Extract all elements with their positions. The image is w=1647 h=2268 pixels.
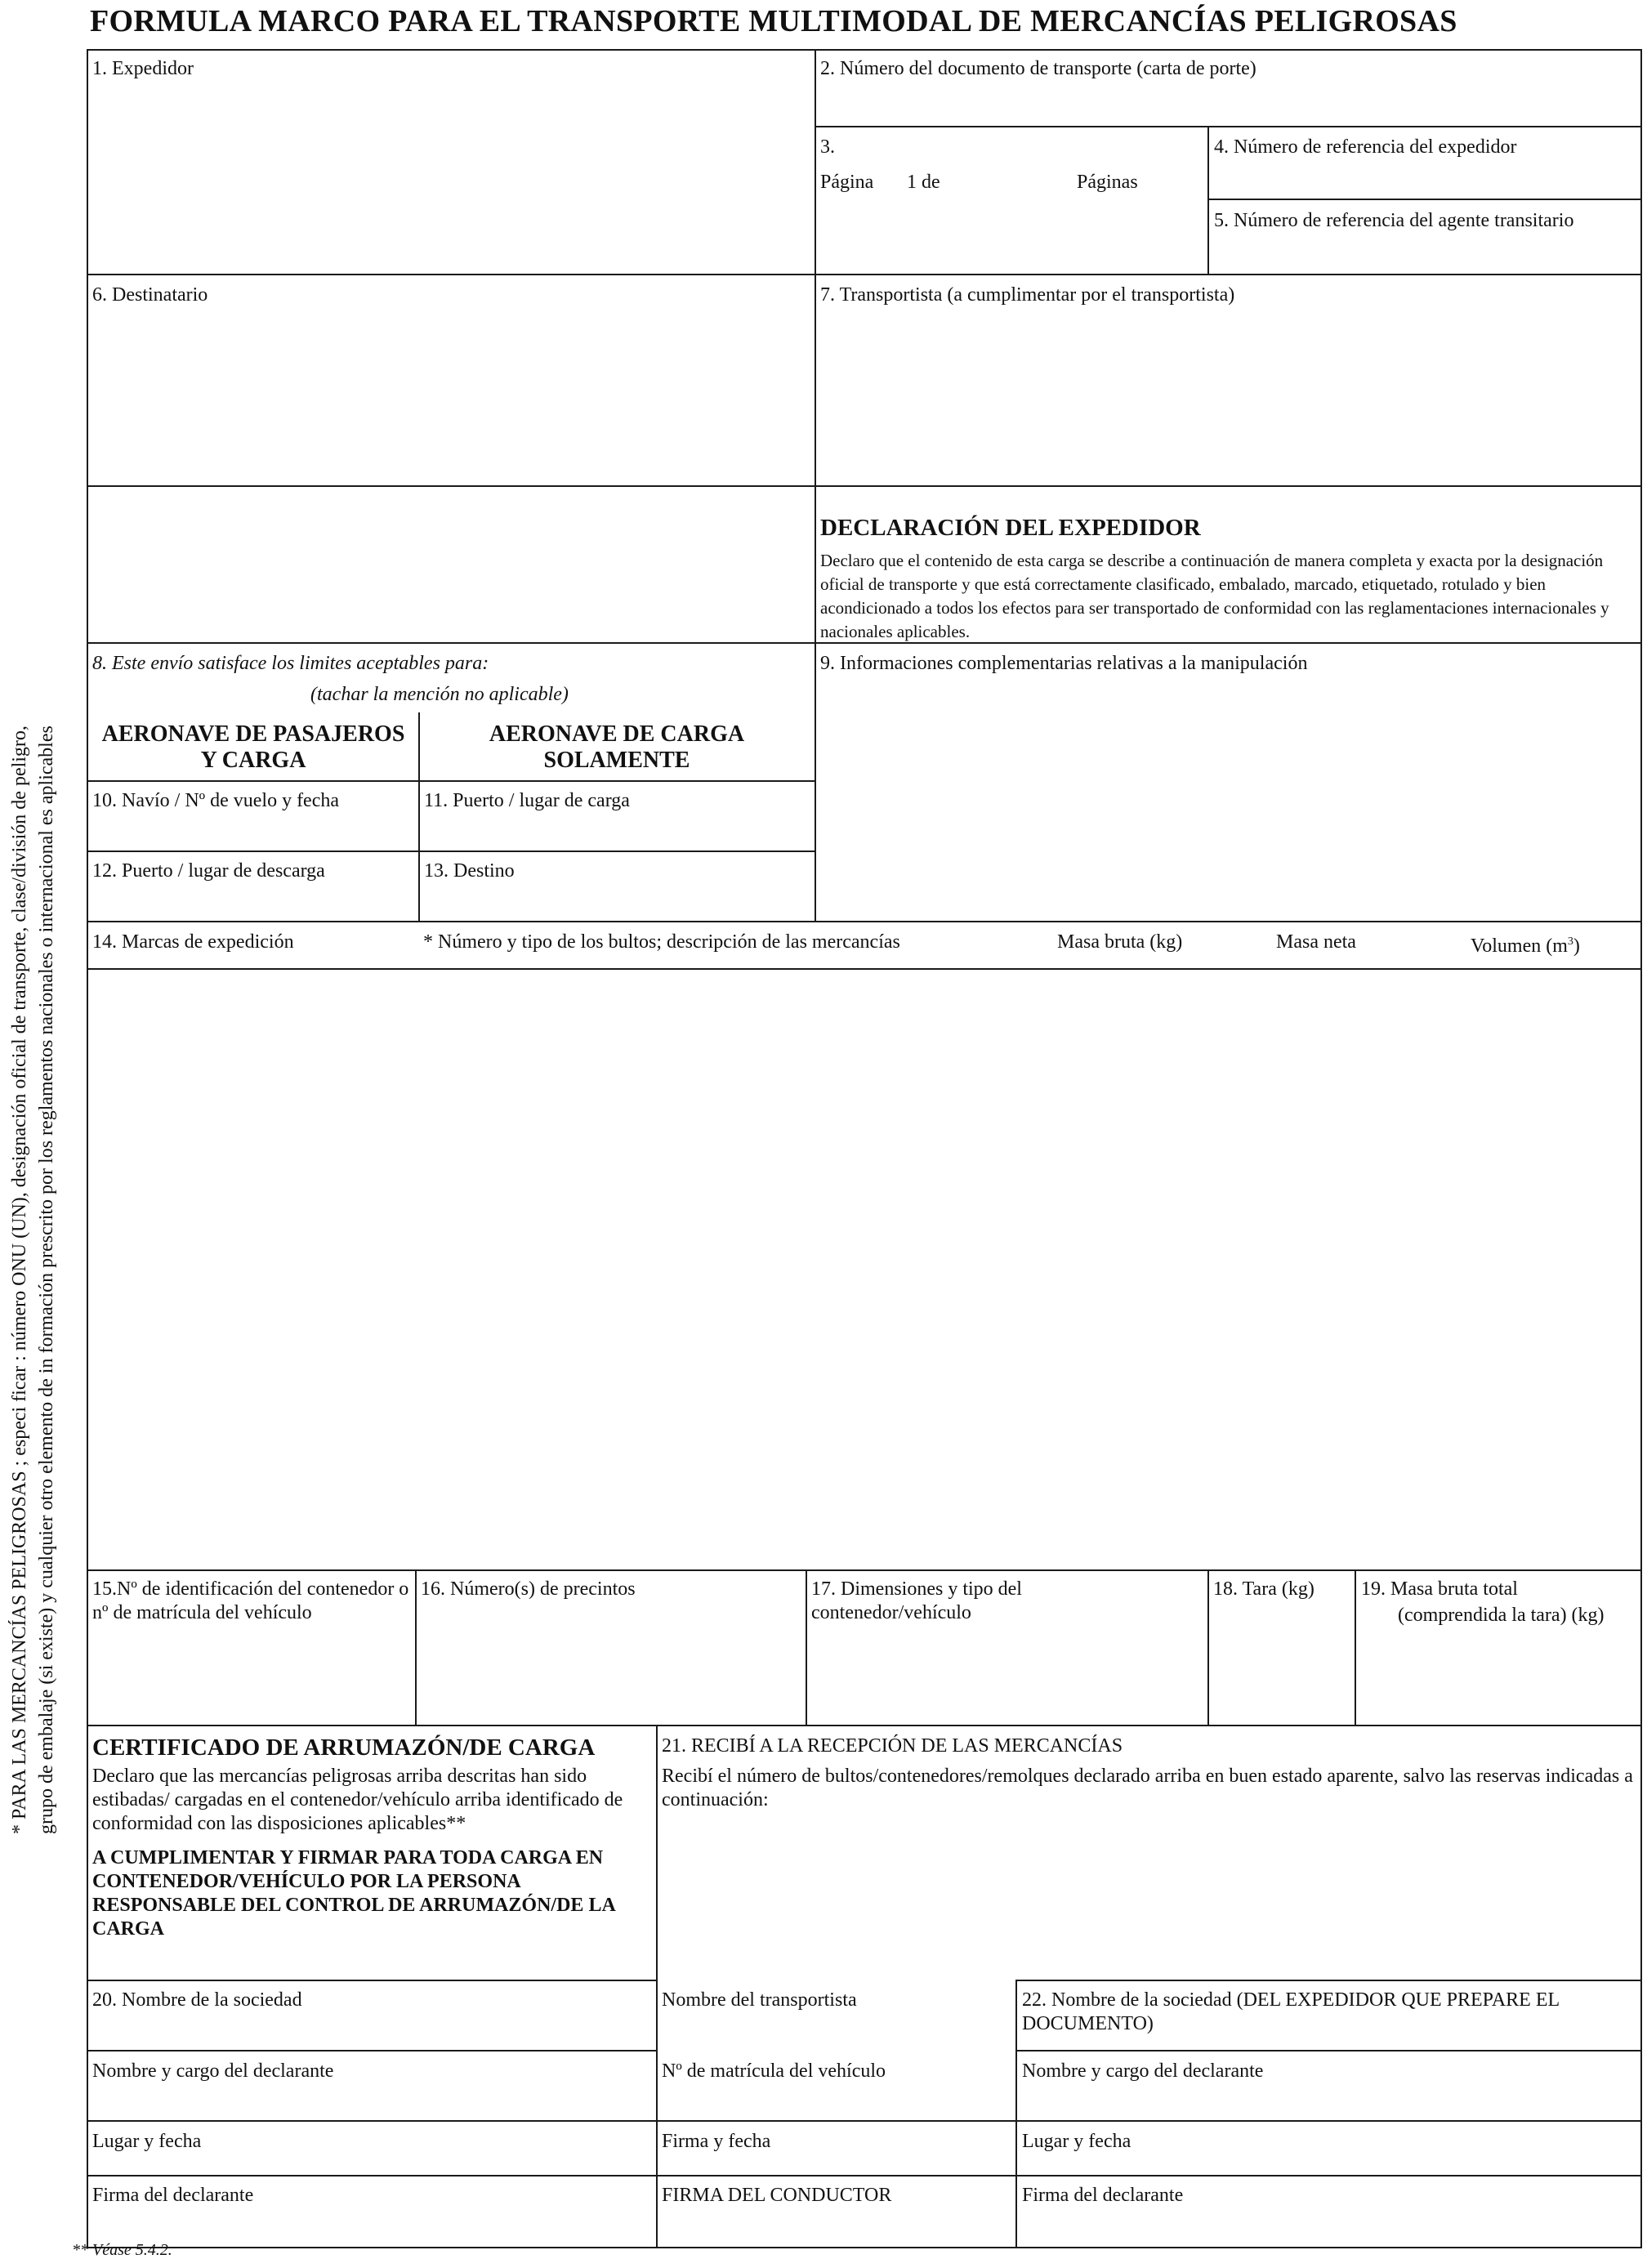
- declarant-signature-label-left: Firma del declarante: [92, 2185, 254, 2206]
- place-date-label-right: Lugar y fecha: [1022, 2131, 1131, 2152]
- field-8-instruction: (tachar la mención no aplicable): [310, 684, 569, 705]
- carrier-name-label: Nombre del transportista: [662, 1989, 857, 2011]
- side-note-line-1: * PARA LAS MERCANCÍAS PELIGROSAS ; especi ficar : número ONU (UN), designación oficial de transporte, clase/división de peligro,: [9, 725, 30, 1834]
- declarant-name-label-right: Nombre y cargo del declarante: [1022, 2060, 1264, 2082]
- field-14-marks: 14. Marcas de expedición: [92, 931, 294, 953]
- field-16-seals: 16. Número(s) de precintos: [421, 1578, 636, 1600]
- field-19-gross-total-note: (comprendida la tara) (kg): [1398, 1605, 1605, 1626]
- signature-date-label: Firma y fecha: [662, 2131, 771, 2152]
- field-1-expedidor: 1. Expedidor: [92, 58, 194, 79]
- passenger-aircraft-heading: AERONAVE DE PASAJEROS Y CARGA: [101, 721, 405, 773]
- packing-certificate-text: Declaro que las mercancías peligrosas arriba descritas han sido estibadas/ cargadas en el contenedor/vehículo arriba identificado de conformidad con las disposiciones aplicables**: [92, 1766, 623, 1834]
- field-2-document-number: 2. Número del documento de transporte (carta de porte): [820, 58, 1256, 79]
- field-9-handling-info: 9. Informaciones complementarias relativas a la manipulación: [820, 653, 1308, 674]
- field-5-agent-reference: 5. Número de referencia del agente transitario: [1214, 210, 1574, 231]
- gross-mass-header: Masa bruta (kg): [1057, 931, 1183, 953]
- field-3-page-number: 1 de: [907, 172, 940, 193]
- field-3-paginas: Páginas: [1077, 172, 1138, 193]
- shipper-declaration-text: Declaro que el contenido de esta carga se describe a continuación de manera completa y exacta por la designación oficial de transporte y que está correctamente clasificado, embalado, marcado, etiquetado, rotulado y bien acondicionado a todos los efectos para ser transportado de conformidad con las reglamentaciones internacionales y nacionales aplicables.: [820, 551, 1609, 641]
- field-22-shipper-company: 22. Nombre de la sociedad (DEL EXPEDIDOR QUE PREPARE EL DOCUMENTO): [1022, 1989, 1560, 2034]
- declarant-signature-label-right: Firma del declarante: [1022, 2185, 1184, 2206]
- field-7-transportista: 7. Transportista (a cumplimentar por el transportista): [820, 284, 1235, 306]
- field-13-destination: 13. Destino: [424, 860, 515, 882]
- packing-certificate-title: CERTIFICADO DE ARRUMAZÓN/DE CARGA: [92, 1734, 596, 1761]
- field-20-company-name: 20. Nombre de la sociedad: [92, 1989, 302, 2011]
- packing-certificate-instruction: A CUMPLIMENTAR Y FIRMAR PARA TODA CARGA EN CONTENEDOR/VEHÍCULO POR LA PERSONA RESPONSABLE DEL CONTROL DE ARRUMAZÓN/DE LA CARGA: [92, 1847, 615, 1940]
- field-4-shipper-reference: 4. Número de referencia del expedidor: [1214, 136, 1517, 158]
- place-date-label-left: Lugar y fecha: [92, 2131, 202, 2152]
- page-title: FORMULA MARCO PARA EL TRANSPORTE MULTIMODAL DE MERCANCÍAS PELIGROSAS: [90, 4, 1457, 38]
- field-3-pagina: Página: [820, 172, 874, 193]
- vehicle-plate-label: Nº de matrícula del vehículo: [662, 2060, 886, 2082]
- field-17-dimensions: 17. Dimensiones y tipo del contenedor/vehículo: [811, 1578, 1022, 1623]
- driver-signature-label: FIRMA DEL CONDUCTOR: [662, 2185, 892, 2206]
- side-note-line-2: grupo de embalaje (si existe) y cualquier otro elemento de in formación prescrito por los reglamentos nacionales o internacional es aplicables: [36, 725, 57, 1834]
- side-note: [7, 241, 60, 1834]
- field-21-receipt-text: Recibí el número de bultos/contenedores/remolques declarado arriba en buen estado aparente, salvo las reservas indicadas a continuación:: [662, 1766, 1633, 1810]
- field-12-discharge-port: 12. Puerto / lugar de descarga: [92, 860, 325, 882]
- field-3-label: 3.: [820, 136, 835, 158]
- field-14-description: * Número y tipo de los bultos; descripción de las mercancías: [423, 931, 900, 953]
- field-21-receipt: 21. RECIBÍ A LA RECEPCIÓN DE LAS MERCANCÍAS: [662, 1735, 1123, 1757]
- volume-header: Volumen $(m^3)$: [1471, 935, 1580, 957]
- field-8-limits: 8. Este envío satisface los limites aceptables para:: [92, 653, 489, 674]
- field-11-loading-port: 11. Puerto / lugar de carga: [424, 790, 630, 811]
- net-mass-header: Masa neta: [1276, 931, 1356, 953]
- field-10-vessel: 10. Navío / Nº de vuelo y fecha: [92, 790, 340, 811]
- shipper-declaration-title: DECLARACIÓN DEL EXPEDIDOR: [820, 515, 1201, 541]
- field-6-destinatario: 6. Destinatario: [92, 284, 208, 306]
- field-18-tare: 18. Tara (kg): [1213, 1578, 1314, 1600]
- declarant-name-label-left: Nombre y cargo del declarante: [92, 2060, 334, 2082]
- cargo-aircraft-heading: AERONAVE DE CARGA SOLAMENTE: [489, 721, 745, 773]
- footnote: ** Véase 5.4.2.: [72, 2241, 172, 2259]
- field-15-container-id: 15.Nº de identificación del contenedor o nº de matrícula del vehículo: [92, 1578, 409, 1623]
- field-19-gross-total: 19. Masa bruta total: [1361, 1578, 1518, 1600]
